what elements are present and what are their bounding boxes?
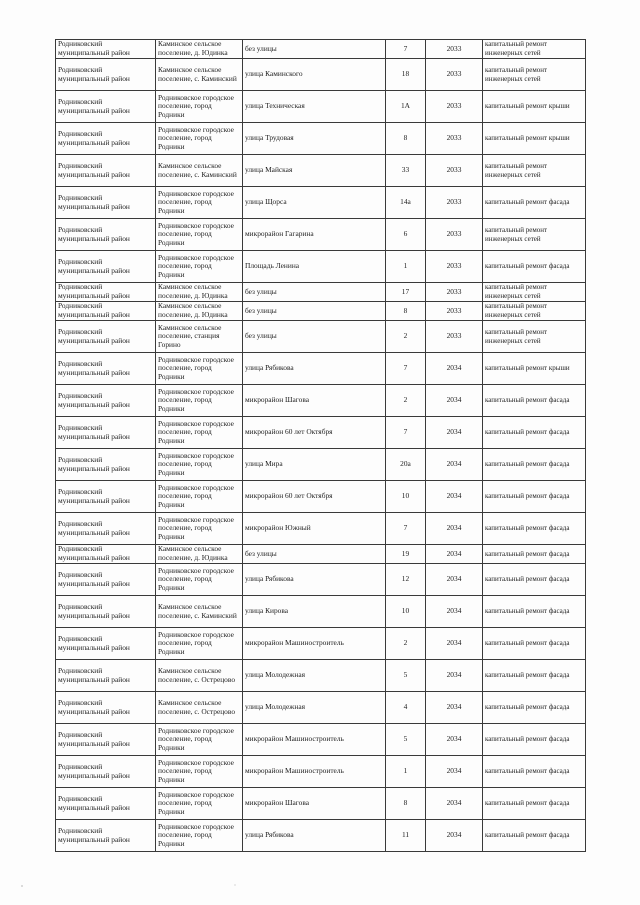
year-cell: 2034: [426, 692, 483, 724]
settlement-cell: Родниковское городское поселение, город Родники: [156, 187, 243, 219]
work-type-cell: капитальный ремонт инженерных сетей: [483, 40, 586, 59]
district-cell: Родниковский муниципальный район: [56, 283, 156, 302]
work-type-cell: капитальный ремонт фасада: [483, 449, 586, 481]
table-row: [56, 513, 586, 545]
scan-specks: [20, 880, 620, 890]
settlement-cell: Родниковское городское поселение, город Родники: [156, 449, 243, 481]
house-number-cell: 1: [386, 756, 426, 788]
street-cell: микрорайон Машиностроитель: [243, 628, 386, 660]
settlement-cell: Каминское сельское поселение, д. Юдинка: [156, 40, 243, 59]
table-row: [56, 187, 586, 219]
year-cell: 2034: [426, 417, 483, 449]
house-number-cell: 17: [386, 283, 426, 302]
street-cell: улица Каминского: [243, 59, 386, 91]
house-number-cell: 19: [386, 545, 426, 564]
house-number-cell: 5: [386, 724, 426, 756]
house-number-cell: 7: [386, 417, 426, 449]
street-cell: без улицы: [243, 283, 386, 302]
street-cell: без улицы: [243, 321, 386, 353]
table-body: [56, 40, 586, 852]
work-type-cell: капитальный ремонт фасада: [483, 564, 586, 596]
year-cell: 2034: [426, 756, 483, 788]
year-cell: 2034: [426, 820, 483, 852]
district-cell: Родниковский муниципальный район: [56, 596, 156, 628]
table-row: [56, 123, 586, 155]
street-cell: улица Рябикова: [243, 564, 386, 596]
street-cell: улица Молодежная: [243, 692, 386, 724]
table-row: [56, 40, 586, 59]
street-cell: улица Рябикова: [243, 820, 386, 852]
year-cell: 2034: [426, 449, 483, 481]
work-type-cell: капитальный ремонт крыши: [483, 91, 586, 123]
street-cell: микрорайон 60 лет Октября: [243, 481, 386, 513]
work-type-cell: капитальный ремонт инженерных сетей: [483, 155, 586, 187]
settlement-cell: Родниковское городское поселение, город Родники: [156, 724, 243, 756]
table-row: [56, 692, 586, 724]
year-cell: 2033: [426, 155, 483, 187]
settlement-cell: Родниковское городское поселение, город Родники: [156, 219, 243, 251]
work-type-cell: капитальный ремонт фасада: [483, 596, 586, 628]
house-number-cell: 8: [386, 302, 426, 321]
table-row: [56, 219, 586, 251]
settlement-cell: Каминское сельское поселение, д. Юдинка: [156, 545, 243, 564]
year-cell: 2034: [426, 353, 483, 385]
table-row: [56, 449, 586, 481]
district-cell: Родниковский муниципальный район: [56, 302, 156, 321]
year-cell: 2033: [426, 59, 483, 91]
work-type-cell: капитальный ремонт крыши: [483, 123, 586, 155]
street-cell: улица Майская: [243, 155, 386, 187]
work-type-cell: капитальный ремонт фасада: [483, 660, 586, 692]
table-row: [56, 820, 586, 852]
house-number-cell: 7: [386, 513, 426, 545]
work-type-cell: капитальный ремонт фасада: [483, 724, 586, 756]
district-cell: Родниковский муниципальный район: [56, 417, 156, 449]
house-number-cell: 2: [386, 628, 426, 660]
house-number-cell: 12: [386, 564, 426, 596]
settlement-cell: Каминское сельское поселение, с. Острецово: [156, 692, 243, 724]
table-row: [56, 417, 586, 449]
house-number-cell: 2: [386, 385, 426, 417]
year-cell: 2033: [426, 123, 483, 155]
year-cell: 2034: [426, 628, 483, 660]
settlement-cell: Родниковское городское поселение, город Родники: [156, 385, 243, 417]
street-cell: улица Рябикова: [243, 353, 386, 385]
house-number-cell: 10: [386, 596, 426, 628]
house-number-cell: 7: [386, 40, 426, 59]
speck: [235, 885, 236, 886]
settlement-cell: Родниковское городское поселение, город Родники: [156, 123, 243, 155]
district-cell: Родниковский муниципальный район: [56, 187, 156, 219]
district-cell: Родниковский муниципальный район: [56, 123, 156, 155]
district-cell: Родниковский муниципальный район: [56, 513, 156, 545]
district-cell: Родниковский муниципальный район: [56, 353, 156, 385]
table-row: [56, 481, 586, 513]
work-type-cell: капитальный ремонт фасада: [483, 187, 586, 219]
work-type-cell: капитальный ремонт фасада: [483, 692, 586, 724]
district-cell: Родниковский муниципальный район: [56, 40, 156, 59]
street-cell: микрорайон Шагова: [243, 385, 386, 417]
settlement-cell: Каминское сельское поселение, с. Каминский: [156, 155, 243, 187]
year-cell: 2034: [426, 788, 483, 820]
district-cell: Родниковский муниципальный район: [56, 545, 156, 564]
street-cell: микрорайон Гагарина: [243, 219, 386, 251]
work-type-cell: капитальный ремонт фасада: [483, 820, 586, 852]
table-row: [56, 155, 586, 187]
house-number-cell: 5: [386, 660, 426, 692]
settlement-cell: Каминское сельское поселение, д. Юдинка: [156, 302, 243, 321]
district-cell: Родниковский муниципальный район: [56, 692, 156, 724]
settlement-cell: Каминское сельское поселение, станция Горино: [156, 321, 243, 353]
year-cell: 2034: [426, 596, 483, 628]
house-number-cell: 11: [386, 820, 426, 852]
settlement-cell: Родниковское городское поселение, город Родники: [156, 788, 243, 820]
street-cell: микрорайон Шагова: [243, 788, 386, 820]
table-row: [56, 628, 586, 660]
table-row: [56, 788, 586, 820]
district-cell: Родниковский муниципальный район: [56, 91, 156, 123]
district-cell: Родниковский муниципальный район: [56, 321, 156, 353]
table-row: [56, 91, 586, 123]
repair-schedule-table: [55, 39, 586, 852]
work-type-cell: капитальный ремонт фасада: [483, 481, 586, 513]
street-cell: улица Кирова: [243, 596, 386, 628]
house-number-cell: 4: [386, 692, 426, 724]
house-number-cell: 1: [386, 251, 426, 283]
district-cell: Родниковский муниципальный район: [56, 820, 156, 852]
table-row: [56, 545, 586, 564]
street-cell: без улицы: [243, 40, 386, 59]
street-cell: микрорайон Машиностроитель: [243, 724, 386, 756]
district-cell: Родниковский муниципальный район: [56, 660, 156, 692]
street-cell: улица Мира: [243, 449, 386, 481]
work-type-cell: капитальный ремонт фасада: [483, 628, 586, 660]
district-cell: Родниковский муниципальный район: [56, 251, 156, 283]
table-row: [56, 596, 586, 628]
settlement-cell: Родниковское городское поселение, город Родники: [156, 353, 243, 385]
street-cell: улица Трудовая: [243, 123, 386, 155]
settlement-cell: Каминское сельское поселение, д. Юдинка: [156, 283, 243, 302]
speck: [21, 885, 22, 886]
district-cell: Родниковский муниципальный район: [56, 385, 156, 417]
year-cell: 2034: [426, 545, 483, 564]
work-type-cell: капитальный ремонт фасада: [483, 385, 586, 417]
street-cell: улица Молодежная: [243, 660, 386, 692]
settlement-cell: Родниковское городское поселение, город Родники: [156, 564, 243, 596]
house-number-cell: 20а: [386, 449, 426, 481]
settlement-cell: Родниковское городское поселение, город Родники: [156, 481, 243, 513]
house-number-cell: 18: [386, 59, 426, 91]
year-cell: 2033: [426, 91, 483, 123]
district-cell: Родниковский муниципальный район: [56, 724, 156, 756]
table-row: [56, 660, 586, 692]
street-cell: без улицы: [243, 545, 386, 564]
work-type-cell: капитальный ремонт инженерных сетей: [483, 302, 586, 321]
district-cell: Родниковский муниципальный район: [56, 219, 156, 251]
settlement-cell: Родниковское городское поселение, город Родники: [156, 91, 243, 123]
year-cell: 2033: [426, 251, 483, 283]
house-number-cell: 6: [386, 219, 426, 251]
house-number-cell: 14а: [386, 187, 426, 219]
settlement-cell: Родниковское городское поселение, город Родники: [156, 820, 243, 852]
settlement-cell: Каминское сельское поселение, с. Каминский: [156, 596, 243, 628]
table-row: [56, 353, 586, 385]
year-cell: 2033: [426, 283, 483, 302]
year-cell: 2034: [426, 724, 483, 756]
district-cell: Родниковский муниципальный район: [56, 155, 156, 187]
year-cell: 2033: [426, 219, 483, 251]
settlement-cell: Каминское сельское поселение, с. Острецово: [156, 660, 243, 692]
table-row: [56, 59, 586, 91]
district-cell: Родниковский муниципальный район: [56, 564, 156, 596]
house-number-cell: 33: [386, 155, 426, 187]
settlement-cell: Родниковское городское поселение, город Родники: [156, 417, 243, 449]
year-cell: 2033: [426, 302, 483, 321]
work-type-cell: капитальный ремонт фасада: [483, 756, 586, 788]
table-row: [56, 321, 586, 353]
year-cell: 2034: [426, 513, 483, 545]
year-cell: 2034: [426, 564, 483, 596]
table-row: [56, 564, 586, 596]
work-type-cell: капитальный ремонт инженерных сетей: [483, 219, 586, 251]
table-row: [56, 302, 586, 321]
table-row: [56, 283, 586, 302]
settlement-cell: Родниковское городское поселение, город Родники: [156, 756, 243, 788]
street-cell: улица Техническая: [243, 91, 386, 123]
district-cell: Родниковский муниципальный район: [56, 449, 156, 481]
street-cell: микрорайон Южный: [243, 513, 386, 545]
district-cell: Родниковский муниципальный район: [56, 756, 156, 788]
house-number-cell: 2: [386, 321, 426, 353]
table-row: [56, 251, 586, 283]
work-type-cell: капитальный ремонт инженерных сетей: [483, 283, 586, 302]
settlement-cell: Каминское сельское поселение, с. Каминский: [156, 59, 243, 91]
street-cell: без улицы: [243, 302, 386, 321]
work-type-cell: капитальный ремонт фасада: [483, 545, 586, 564]
house-number-cell: 1А: [386, 91, 426, 123]
work-type-cell: капитальный ремонт фасада: [483, 513, 586, 545]
year-cell: 2034: [426, 385, 483, 417]
work-type-cell: капитальный ремонт крыши: [483, 353, 586, 385]
district-cell: Родниковский муниципальный район: [56, 59, 156, 91]
year-cell: 2034: [426, 660, 483, 692]
year-cell: 2033: [426, 40, 483, 59]
house-number-cell: 8: [386, 123, 426, 155]
work-type-cell: капитальный ремонт фасада: [483, 788, 586, 820]
settlement-cell: Родниковское городское поселение, город Родники: [156, 251, 243, 283]
district-cell: Родниковский муниципальный район: [56, 628, 156, 660]
street-cell: Площадь Ленина: [243, 251, 386, 283]
work-type-cell: капитальный ремонт инженерных сетей: [483, 59, 586, 91]
work-type-cell: капитальный ремонт фасада: [483, 251, 586, 283]
street-cell: микрорайон 60 лет Октября: [243, 417, 386, 449]
street-cell: улица Щорса: [243, 187, 386, 219]
table-row: [56, 756, 586, 788]
work-type-cell: капитальный ремонт фасада: [483, 417, 586, 449]
year-cell: 2033: [426, 187, 483, 219]
district-cell: Родниковский муниципальный район: [56, 788, 156, 820]
table-row: [56, 385, 586, 417]
year-cell: 2034: [426, 481, 483, 513]
street-cell: микрорайон Машиностроитель: [243, 756, 386, 788]
district-cell: Родниковский муниципальный район: [56, 481, 156, 513]
house-number-cell: 10: [386, 481, 426, 513]
house-number-cell: 7: [386, 353, 426, 385]
house-number-cell: 8: [386, 788, 426, 820]
work-type-cell: капитальный ремонт инженерных сетей: [483, 321, 586, 353]
settlement-cell: Родниковское городское поселение, город Родники: [156, 513, 243, 545]
settlement-cell: Родниковское городское поселение, город Родники: [156, 628, 243, 660]
year-cell: 2033: [426, 321, 483, 353]
table-row: [56, 724, 586, 756]
